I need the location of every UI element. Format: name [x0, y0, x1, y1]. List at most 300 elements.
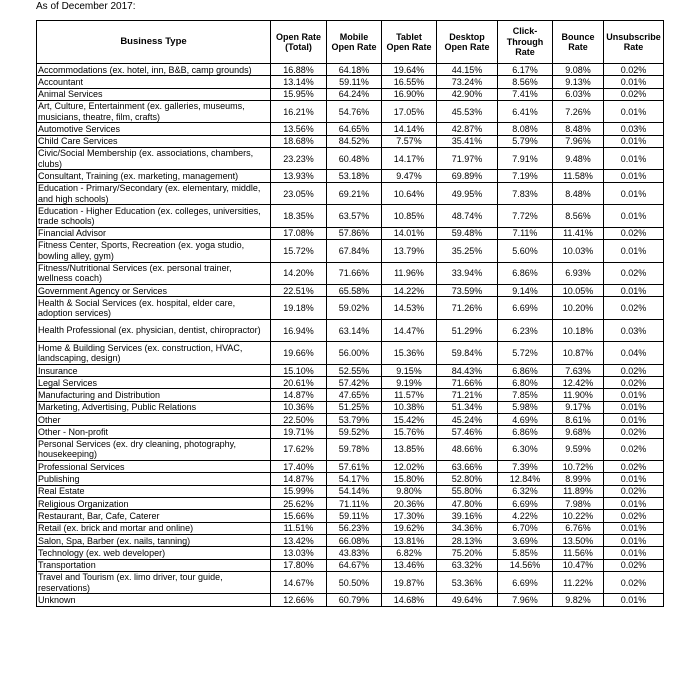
- mobile-open-rate-cell: 66.08%: [327, 534, 382, 546]
- tablet-open-rate-cell: 19.64%: [382, 64, 437, 76]
- table-row: [37, 364, 664, 376]
- desktop-open-rate-cell: 71.26%: [437, 297, 498, 320]
- desktop-open-rate-cell: 39.16%: [437, 510, 498, 522]
- table-row: [37, 559, 664, 571]
- desktop-open-rate-cell: 55.80%: [437, 485, 498, 497]
- click-through-rate-cell: 12.84%: [498, 473, 553, 485]
- mobile-open-rate-cell: 65.58%: [327, 285, 382, 297]
- click-through-rate-cell: 5.85%: [498, 547, 553, 559]
- bounce-rate-cell: 9.08%: [553, 64, 604, 76]
- table-row: [37, 401, 664, 413]
- table-row: [37, 342, 664, 365]
- click-through-rate-cell: 6.69%: [498, 498, 553, 510]
- table-row: [37, 571, 664, 594]
- mobile-open-rate-cell: 57.86%: [327, 227, 382, 239]
- mobile-open-rate-cell: 47.65%: [327, 389, 382, 401]
- unsubscribe-rate-cell: 0.02%: [604, 377, 664, 389]
- business-type-cell: Civic/Social Membership (ex. associations, chambers, clubs): [37, 147, 271, 170]
- click-through-rate-cell: 6.86%: [498, 262, 553, 285]
- table-row: [37, 461, 664, 473]
- business-type-cell: Education - Primary/Secondary (ex. elementary, middle, and high schools): [37, 182, 271, 205]
- open-rate-total-cell: 22.50%: [271, 414, 327, 426]
- business-type-cell: Personal Services (ex. dry cleaning, photography, housekeeping): [37, 438, 271, 461]
- bounce-rate-cell: 11.90%: [553, 389, 604, 401]
- table-row: [37, 135, 664, 147]
- click-through-rate-cell: 7.91%: [498, 147, 553, 170]
- click-through-rate-cell: 5.72%: [498, 342, 553, 365]
- column-header-click-through-rate: Click-Through Rate: [498, 21, 553, 64]
- desktop-open-rate-cell: 35.25%: [437, 240, 498, 263]
- open-rate-total-cell: 15.95%: [271, 88, 327, 100]
- tablet-open-rate-cell: 14.22%: [382, 285, 437, 297]
- bounce-rate-cell: 10.22%: [553, 510, 604, 522]
- table-row: [37, 377, 664, 389]
- business-type-cell: Education - Higher Education (ex. colleges, universities, trade schools): [37, 205, 271, 228]
- desktop-open-rate-cell: 63.66%: [437, 461, 498, 473]
- desktop-open-rate-cell: 51.29%: [437, 319, 498, 342]
- business-type-cell: Animal Services: [37, 88, 271, 100]
- unsubscribe-rate-cell: 0.01%: [604, 182, 664, 205]
- unsubscribe-rate-cell: 0.01%: [604, 522, 664, 534]
- unsubscribe-rate-cell: 0.01%: [604, 285, 664, 297]
- bounce-rate-cell: 11.89%: [553, 485, 604, 497]
- open-rate-total-cell: 14.67%: [271, 571, 327, 594]
- open-rate-total-cell: 15.99%: [271, 485, 327, 497]
- open-rate-total-cell: 17.40%: [271, 461, 327, 473]
- bounce-rate-cell: 11.56%: [553, 547, 604, 559]
- bounce-rate-cell: 11.58%: [553, 170, 604, 182]
- click-through-rate-cell: 7.39%: [498, 461, 553, 473]
- business-type-cell: Marketing, Advertising, Public Relations: [37, 401, 271, 413]
- table-row: [37, 262, 664, 285]
- unsubscribe-rate-cell: 0.01%: [604, 240, 664, 263]
- tablet-open-rate-cell: 14.53%: [382, 297, 437, 320]
- click-through-rate-cell: 5.60%: [498, 240, 553, 263]
- bounce-rate-cell: 9.13%: [553, 76, 604, 88]
- tablet-open-rate-cell: 17.05%: [382, 100, 437, 123]
- tablet-open-rate-cell: 14.68%: [382, 594, 437, 606]
- table-row: [37, 240, 664, 263]
- open-rate-total-cell: 17.08%: [271, 227, 327, 239]
- tablet-open-rate-cell: 6.82%: [382, 547, 437, 559]
- email-benchmarks-table: [36, 20, 664, 607]
- desktop-open-rate-cell: 59.48%: [437, 227, 498, 239]
- desktop-open-rate-cell: 57.46%: [437, 426, 498, 438]
- desktop-open-rate-cell: 53.36%: [437, 571, 498, 594]
- unsubscribe-rate-cell: 0.01%: [604, 401, 664, 413]
- mobile-open-rate-cell: 64.24%: [327, 88, 382, 100]
- unsubscribe-rate-cell: 0.02%: [604, 559, 664, 571]
- tablet-open-rate-cell: 16.55%: [382, 76, 437, 88]
- click-through-rate-cell: 4.22%: [498, 510, 553, 522]
- business-type-cell: Insurance: [37, 364, 271, 376]
- tablet-open-rate-cell: 15.42%: [382, 414, 437, 426]
- tablet-open-rate-cell: 10.64%: [382, 182, 437, 205]
- desktop-open-rate-cell: 35.41%: [437, 135, 498, 147]
- open-rate-total-cell: 19.71%: [271, 426, 327, 438]
- bounce-rate-cell: 8.48%: [553, 182, 604, 205]
- unsubscribe-rate-cell: 0.02%: [604, 438, 664, 461]
- desktop-open-rate-cell: 42.90%: [437, 88, 498, 100]
- open-rate-total-cell: 18.35%: [271, 205, 327, 228]
- tablet-open-rate-cell: 14.17%: [382, 147, 437, 170]
- tablet-open-rate-cell: 15.80%: [382, 473, 437, 485]
- bounce-rate-cell: 13.50%: [553, 534, 604, 546]
- unsubscribe-rate-cell: 0.01%: [604, 594, 664, 606]
- click-through-rate-cell: 6.17%: [498, 64, 553, 76]
- column-header-bounce-rate: Bounce Rate: [553, 21, 604, 64]
- click-through-rate-cell: 7.11%: [498, 227, 553, 239]
- unsubscribe-rate-cell: 0.02%: [604, 227, 664, 239]
- tablet-open-rate-cell: 14.47%: [382, 319, 437, 342]
- mobile-open-rate-cell: 57.61%: [327, 461, 382, 473]
- bounce-rate-cell: 7.98%: [553, 498, 604, 510]
- desktop-open-rate-cell: 49.64%: [437, 594, 498, 606]
- table-row: [37, 285, 664, 297]
- bounce-rate-cell: 9.48%: [553, 147, 604, 170]
- desktop-open-rate-cell: 84.43%: [437, 364, 498, 376]
- bounce-rate-cell: 11.41%: [553, 227, 604, 239]
- tablet-open-rate-cell: 9.47%: [382, 170, 437, 182]
- open-rate-total-cell: 11.51%: [271, 522, 327, 534]
- open-rate-total-cell: 23.05%: [271, 182, 327, 205]
- bounce-rate-cell: 10.47%: [553, 559, 604, 571]
- open-rate-total-cell: 13.93%: [271, 170, 327, 182]
- click-through-rate-cell: 9.14%: [498, 285, 553, 297]
- open-rate-total-cell: 15.72%: [271, 240, 327, 263]
- bounce-rate-cell: 8.61%: [553, 414, 604, 426]
- click-through-rate-cell: 6.23%: [498, 319, 553, 342]
- bounce-rate-cell: 8.56%: [553, 205, 604, 228]
- unsubscribe-rate-cell: 0.01%: [604, 473, 664, 485]
- bounce-rate-cell: 10.87%: [553, 342, 604, 365]
- click-through-rate-cell: 7.41%: [498, 88, 553, 100]
- table-row: [37, 64, 664, 76]
- business-type-cell: Salon, Spa, Barber (ex. nails, tanning): [37, 534, 271, 546]
- desktop-open-rate-cell: 33.94%: [437, 262, 498, 285]
- desktop-open-rate-cell: 71.21%: [437, 389, 498, 401]
- bounce-rate-cell: 10.72%: [553, 461, 604, 473]
- desktop-open-rate-cell: 69.89%: [437, 170, 498, 182]
- column-header-tablet-open-rate: Tablet Open Rate: [382, 21, 437, 64]
- unsubscribe-rate-cell: 0.02%: [604, 461, 664, 473]
- tablet-open-rate-cell: 13.81%: [382, 534, 437, 546]
- click-through-rate-cell: 7.83%: [498, 182, 553, 205]
- desktop-open-rate-cell: 45.24%: [437, 414, 498, 426]
- business-type-cell: Unknown: [37, 594, 271, 606]
- desktop-open-rate-cell: 44.15%: [437, 64, 498, 76]
- unsubscribe-rate-cell: 0.02%: [604, 510, 664, 522]
- open-rate-total-cell: 13.56%: [271, 123, 327, 135]
- tablet-open-rate-cell: 15.76%: [382, 426, 437, 438]
- tablet-open-rate-cell: 11.96%: [382, 262, 437, 285]
- mobile-open-rate-cell: 56.23%: [327, 522, 382, 534]
- tablet-open-rate-cell: 9.19%: [382, 377, 437, 389]
- business-type-cell: Consultant, Training (ex. marketing, management): [37, 170, 271, 182]
- bounce-rate-cell: 12.42%: [553, 377, 604, 389]
- desktop-open-rate-cell: 48.66%: [437, 438, 498, 461]
- tablet-open-rate-cell: 15.36%: [382, 342, 437, 365]
- tablet-open-rate-cell: 9.15%: [382, 364, 437, 376]
- mobile-open-rate-cell: 54.17%: [327, 473, 382, 485]
- table-row: [37, 498, 664, 510]
- click-through-rate-cell: 3.69%: [498, 534, 553, 546]
- business-type-cell: Manufacturing and Distribution: [37, 389, 271, 401]
- business-type-cell: Financial Advisor: [37, 227, 271, 239]
- click-through-rate-cell: 7.72%: [498, 205, 553, 228]
- click-through-rate-cell: 5.98%: [498, 401, 553, 413]
- click-through-rate-cell: 7.96%: [498, 594, 553, 606]
- business-type-cell: Home & Building Services (ex. construction, HVAC, landscaping, design): [37, 342, 271, 365]
- bounce-rate-cell: 8.99%: [553, 473, 604, 485]
- mobile-open-rate-cell: 50.50%: [327, 571, 382, 594]
- unsubscribe-rate-cell: 0.02%: [604, 485, 664, 497]
- open-rate-total-cell: 12.66%: [271, 594, 327, 606]
- table-row: [37, 123, 664, 135]
- mobile-open-rate-cell: 54.76%: [327, 100, 382, 123]
- table-body: [37, 64, 664, 607]
- bounce-rate-cell: 6.76%: [553, 522, 604, 534]
- unsubscribe-rate-cell: 0.01%: [604, 534, 664, 546]
- tablet-open-rate-cell: 14.01%: [382, 227, 437, 239]
- tablet-open-rate-cell: 7.57%: [382, 135, 437, 147]
- column-header-open-rate-total: Open Rate (Total): [271, 21, 327, 64]
- click-through-rate-cell: 4.69%: [498, 414, 553, 426]
- open-rate-total-cell: 13.14%: [271, 76, 327, 88]
- desktop-open-rate-cell: 71.66%: [437, 377, 498, 389]
- open-rate-total-cell: 15.66%: [271, 510, 327, 522]
- mobile-open-rate-cell: 53.18%: [327, 170, 382, 182]
- unsubscribe-rate-cell: 0.01%: [604, 205, 664, 228]
- open-rate-total-cell: 20.61%: [271, 377, 327, 389]
- open-rate-total-cell: 22.51%: [271, 285, 327, 297]
- tablet-open-rate-cell: 14.14%: [382, 123, 437, 135]
- business-type-cell: Fitness Center, Sports, Recreation (ex. yoga studio, bowling alley, gym): [37, 240, 271, 263]
- mobile-open-rate-cell: 69.21%: [327, 182, 382, 205]
- table-row: [37, 100, 664, 123]
- desktop-open-rate-cell: 73.24%: [437, 76, 498, 88]
- bounce-rate-cell: 10.20%: [553, 297, 604, 320]
- table-row: [37, 147, 664, 170]
- unsubscribe-rate-cell: 0.01%: [604, 389, 664, 401]
- mobile-open-rate-cell: 59.11%: [327, 76, 382, 88]
- unsubscribe-rate-cell: 0.01%: [604, 76, 664, 88]
- open-rate-total-cell: 18.68%: [271, 135, 327, 147]
- desktop-open-rate-cell: 75.20%: [437, 547, 498, 559]
- open-rate-total-cell: 16.88%: [271, 64, 327, 76]
- desktop-open-rate-cell: 34.36%: [437, 522, 498, 534]
- unsubscribe-rate-cell: 0.02%: [604, 262, 664, 285]
- open-rate-total-cell: 13.03%: [271, 547, 327, 559]
- bounce-rate-cell: 7.26%: [553, 100, 604, 123]
- desktop-open-rate-cell: 49.95%: [437, 182, 498, 205]
- bounce-rate-cell: 7.96%: [553, 135, 604, 147]
- bounce-rate-cell: 10.18%: [553, 319, 604, 342]
- desktop-open-rate-cell: 59.84%: [437, 342, 498, 365]
- tablet-open-rate-cell: 10.38%: [382, 401, 437, 413]
- business-type-cell: Retail (ex. brick and mortar and online): [37, 522, 271, 534]
- business-type-cell: Restaurant, Bar, Cafe, Caterer: [37, 510, 271, 522]
- unsubscribe-rate-cell: 0.02%: [604, 297, 664, 320]
- table-row: [37, 522, 664, 534]
- desktop-open-rate-cell: 63.32%: [437, 559, 498, 571]
- business-type-cell: Publishing: [37, 473, 271, 485]
- table-row: [37, 170, 664, 182]
- tablet-open-rate-cell: 19.62%: [382, 522, 437, 534]
- business-type-cell: Other: [37, 414, 271, 426]
- table-row: [37, 88, 664, 100]
- mobile-open-rate-cell: 67.84%: [327, 240, 382, 263]
- open-rate-total-cell: 17.80%: [271, 559, 327, 571]
- bounce-rate-cell: 9.82%: [553, 594, 604, 606]
- mobile-open-rate-cell: 56.00%: [327, 342, 382, 365]
- click-through-rate-cell: 6.86%: [498, 426, 553, 438]
- tablet-open-rate-cell: 13.85%: [382, 438, 437, 461]
- open-rate-total-cell: 17.62%: [271, 438, 327, 461]
- desktop-open-rate-cell: 45.53%: [437, 100, 498, 123]
- open-rate-total-cell: 13.42%: [271, 534, 327, 546]
- bounce-rate-cell: 10.05%: [553, 285, 604, 297]
- business-type-cell: Health & Social Services (ex. hospital, elder care, adoption services): [37, 297, 271, 320]
- click-through-rate-cell: 5.79%: [498, 135, 553, 147]
- unsubscribe-rate-cell: 0.04%: [604, 342, 664, 365]
- mobile-open-rate-cell: 59.11%: [327, 510, 382, 522]
- click-through-rate-cell: 8.08%: [498, 123, 553, 135]
- table-row: [37, 414, 664, 426]
- tablet-open-rate-cell: 16.90%: [382, 88, 437, 100]
- mobile-open-rate-cell: 54.14%: [327, 485, 382, 497]
- open-rate-total-cell: 16.94%: [271, 319, 327, 342]
- business-type-cell: Other - Non-profit: [37, 426, 271, 438]
- table-row: [37, 319, 664, 342]
- table-row: [37, 227, 664, 239]
- unsubscribe-rate-cell: 0.02%: [604, 426, 664, 438]
- table-row: [37, 594, 664, 606]
- bounce-rate-cell: 8.48%: [553, 123, 604, 135]
- table-row: [37, 534, 664, 546]
- open-rate-total-cell: 14.20%: [271, 262, 327, 285]
- table-row: [37, 547, 664, 559]
- desktop-open-rate-cell: 52.80%: [437, 473, 498, 485]
- unsubscribe-rate-cell: 0.02%: [604, 364, 664, 376]
- unsubscribe-rate-cell: 0.02%: [604, 64, 664, 76]
- mobile-open-rate-cell: 59.52%: [327, 426, 382, 438]
- tablet-open-rate-cell: 20.36%: [382, 498, 437, 510]
- open-rate-total-cell: 23.23%: [271, 147, 327, 170]
- table-caption: As of December 2017:: [36, 1, 136, 12]
- open-rate-total-cell: 19.66%: [271, 342, 327, 365]
- mobile-open-rate-cell: 43.83%: [327, 547, 382, 559]
- business-type-cell: Fitness/Nutritional Services (ex. personal trainer, wellness coach): [37, 262, 271, 285]
- table-row: [37, 510, 664, 522]
- table-row: [37, 297, 664, 320]
- mobile-open-rate-cell: 51.25%: [327, 401, 382, 413]
- column-header-desktop-open-rate: Desktop Open Rate: [437, 21, 498, 64]
- business-type-cell: Accommodations (ex. hotel, inn, B&B, camp grounds): [37, 64, 271, 76]
- unsubscribe-rate-cell: 0.01%: [604, 547, 664, 559]
- bounce-rate-cell: 11.22%: [553, 571, 604, 594]
- unsubscribe-rate-cell: 0.01%: [604, 135, 664, 147]
- mobile-open-rate-cell: 63.57%: [327, 205, 382, 228]
- click-through-rate-cell: 7.19%: [498, 170, 553, 182]
- business-type-cell: Travel and Tourism (ex. limo driver, tour guide, reservations): [37, 571, 271, 594]
- desktop-open-rate-cell: 42.87%: [437, 123, 498, 135]
- tablet-open-rate-cell: 19.87%: [382, 571, 437, 594]
- tablet-open-rate-cell: 10.85%: [382, 205, 437, 228]
- table-row: [37, 205, 664, 228]
- table-row: [37, 389, 664, 401]
- click-through-rate-cell: 6.41%: [498, 100, 553, 123]
- mobile-open-rate-cell: 59.02%: [327, 297, 382, 320]
- bounce-rate-cell: 9.17%: [553, 401, 604, 413]
- click-through-rate-cell: 14.56%: [498, 559, 553, 571]
- desktop-open-rate-cell: 51.34%: [437, 401, 498, 413]
- click-through-rate-cell: 6.69%: [498, 297, 553, 320]
- business-type-cell: Legal Services: [37, 377, 271, 389]
- mobile-open-rate-cell: 64.67%: [327, 559, 382, 571]
- open-rate-total-cell: 16.21%: [271, 100, 327, 123]
- mobile-open-rate-cell: 60.48%: [327, 147, 382, 170]
- table-row: [37, 76, 664, 88]
- business-type-cell: Transportation: [37, 559, 271, 571]
- unsubscribe-rate-cell: 0.03%: [604, 123, 664, 135]
- click-through-rate-cell: 6.80%: [498, 377, 553, 389]
- bounce-rate-cell: 9.59%: [553, 438, 604, 461]
- open-rate-total-cell: 19.18%: [271, 297, 327, 320]
- table-row: [37, 438, 664, 461]
- desktop-open-rate-cell: 28.13%: [437, 534, 498, 546]
- bounce-rate-cell: 6.03%: [553, 88, 604, 100]
- open-rate-total-cell: 10.36%: [271, 401, 327, 413]
- mobile-open-rate-cell: 64.18%: [327, 64, 382, 76]
- tablet-open-rate-cell: 9.80%: [382, 485, 437, 497]
- click-through-rate-cell: 8.56%: [498, 76, 553, 88]
- mobile-open-rate-cell: 71.66%: [327, 262, 382, 285]
- open-rate-total-cell: 14.87%: [271, 389, 327, 401]
- open-rate-total-cell: 14.87%: [271, 473, 327, 485]
- unsubscribe-rate-cell: 0.03%: [604, 319, 664, 342]
- mobile-open-rate-cell: 52.55%: [327, 364, 382, 376]
- business-type-cell: Art, Culture, Entertainment (ex. galleries, museums, musicians, theatre, film, crafts): [37, 100, 271, 123]
- mobile-open-rate-cell: 60.79%: [327, 594, 382, 606]
- click-through-rate-cell: 6.32%: [498, 485, 553, 497]
- column-header-business-type: Business Type: [37, 21, 271, 64]
- desktop-open-rate-cell: 73.59%: [437, 285, 498, 297]
- tablet-open-rate-cell: 13.79%: [382, 240, 437, 263]
- tablet-open-rate-cell: 11.57%: [382, 389, 437, 401]
- bounce-rate-cell: 7.63%: [553, 364, 604, 376]
- tablet-open-rate-cell: 17.30%: [382, 510, 437, 522]
- unsubscribe-rate-cell: 0.01%: [604, 498, 664, 510]
- business-type-cell: Government Agency or Services: [37, 285, 271, 297]
- bounce-rate-cell: 10.03%: [553, 240, 604, 263]
- click-through-rate-cell: 7.85%: [498, 389, 553, 401]
- mobile-open-rate-cell: 84.52%: [327, 135, 382, 147]
- click-through-rate-cell: 6.30%: [498, 438, 553, 461]
- click-through-rate-cell: 6.69%: [498, 571, 553, 594]
- desktop-open-rate-cell: 71.97%: [437, 147, 498, 170]
- table-row: [37, 182, 664, 205]
- business-type-cell: Religious Organization: [37, 498, 271, 510]
- open-rate-total-cell: 15.10%: [271, 364, 327, 376]
- desktop-open-rate-cell: 48.74%: [437, 205, 498, 228]
- mobile-open-rate-cell: 57.42%: [327, 377, 382, 389]
- mobile-open-rate-cell: 71.11%: [327, 498, 382, 510]
- unsubscribe-rate-cell: 0.01%: [604, 147, 664, 170]
- bounce-rate-cell: 6.93%: [553, 262, 604, 285]
- table-row: [37, 426, 664, 438]
- business-type-cell: Professional Services: [37, 461, 271, 473]
